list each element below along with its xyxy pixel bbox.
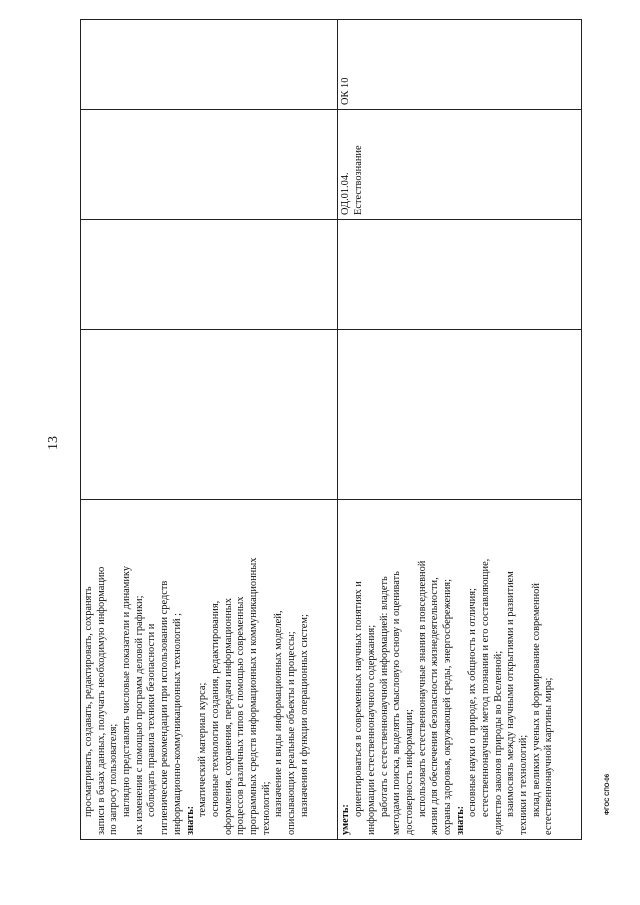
text-line: охраны здоровья, окружающей среды, энергосбережения;	[441, 579, 453, 835]
text-line: ориентироваться в современных научных понятиях и	[353, 581, 365, 817]
text-line: вклад великих ученых в формирование современной	[530, 583, 542, 817]
text-line: оформления, сохранения, передачи информационных	[222, 598, 234, 835]
empty-cell	[338, 330, 582, 500]
empty-cell	[81, 330, 338, 500]
text-line: записи в базах данных, получать необходимую информацию	[95, 566, 107, 835]
requirements-cell	[338, 500, 582, 840]
able-label: уметь:	[340, 804, 352, 835]
text-line: просматривать, создавать, редактировать, сохранять	[83, 586, 94, 817]
knowledge-list	[467, 504, 556, 835]
subject-cell	[338, 110, 582, 220]
text-line: использовать естественнонаучные знания в повседневной	[416, 560, 428, 817]
skills-list	[83, 504, 185, 835]
text-line: взаимосвязь между научными открытиями и развитием	[505, 571, 517, 817]
subject-code: ОД.01.04.	[340, 172, 352, 215]
text-line: по запросу пользователя;	[108, 723, 120, 835]
competence-code: ОК 10	[340, 77, 352, 105]
know-label: знать:	[184, 805, 196, 835]
text-line: методами поиска, выделять смысловую основу и оценивать	[391, 571, 403, 835]
text-line: соблюдать правила техники безопасности и	[146, 623, 158, 817]
text-line: назначения и функции операционных систем;	[298, 614, 310, 817]
footer-label: ФГОС СПО-06	[605, 773, 611, 815]
skills-list	[353, 504, 455, 835]
empty-cell	[81, 110, 338, 220]
text-line: жизни для обеспечения безопасности жизнедеятельности,	[429, 577, 441, 835]
empty-cell	[338, 220, 582, 330]
text-line: процессов различных типов с помощью современных	[235, 596, 247, 835]
text-line: наглядно представлять числовые показатели и динамику	[121, 565, 133, 817]
text-line: естественнонаучный метод познания и его составляющие,	[480, 558, 492, 817]
page-number: 13	[46, 436, 61, 450]
standards-table	[80, 19, 582, 840]
requirements-cell	[81, 500, 338, 840]
text-line: достоверность информации;	[403, 709, 415, 835]
text-line: тематический материал курса;	[197, 682, 209, 817]
table-row	[81, 20, 338, 840]
table-row	[338, 20, 582, 840]
text-line: технологий;	[260, 781, 272, 835]
text-line: их изменения с помощью программ деловой графики;	[133, 595, 145, 835]
text-line: основные науки о природе, их общность и отличия;	[467, 588, 479, 817]
empty-cell	[81, 20, 338, 110]
text-line: информации естественнонаучного содержания;	[365, 624, 377, 835]
competence-cell	[338, 20, 582, 110]
text-line: работать с естественнонаучной информацией: владеть	[378, 576, 390, 817]
text-line: гигиенические рекомендации при использовании средств	[159, 580, 171, 835]
text-line: программных средств информационных и коммуникационных	[247, 557, 259, 835]
rotated-page	[80, 20, 582, 840]
knowledge-list	[197, 504, 311, 835]
empty-cell	[81, 220, 338, 330]
text-line: единство законов природы во Вселенной;	[492, 650, 504, 835]
text-line: основные технологии создания, редактирования,	[209, 600, 221, 817]
know-label: знать:	[454, 805, 466, 835]
text-line: назначение и виды информационных моделей,	[273, 610, 285, 817]
text-line: естественнонаучной картины мира;	[543, 677, 555, 835]
text-line: техники и технологий;	[518, 734, 530, 835]
subject-name: Естествознание	[353, 145, 365, 215]
text-line: описывающих реальные объекты и процессы;	[286, 631, 297, 835]
text-line: информационно-коммуникационных технологий ;	[171, 612, 183, 835]
